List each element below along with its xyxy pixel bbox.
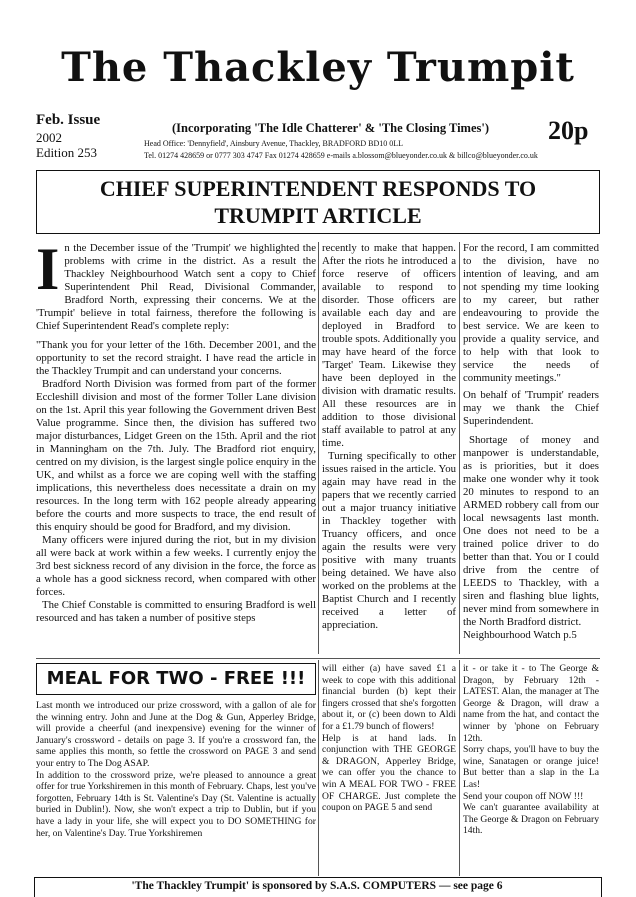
footer-sponsor: 'The Thackley Trumpit' is sponsored by S.A.S. COMPUTERS — see page 6 [131,880,503,892]
column-divider [459,660,460,876]
article-paragraph: recently to make that happen. After the riots he introduced a force reserve of officers available to respond to disorder. Those officers are available each day and are deployed in Bradford to trouble spots. Additionally you may have heard of the force 'Target' Team. Likewise they have been deployed in the division with dramatic results. All these resources are in addition to those divisional staff available to patrol at any time. [322,242,456,449]
meal-paragraph: Help is at hand lads. In conjunction with THE GEORGE & DRAGON, Apperley Bridge, we can offer you the chance to win A MEAL FOR TWO - FREE OF CHARGE. Just complete the coupon on PAGE 5 and send [322,732,456,814]
meal-paragraph: will either (a) have saved £1 a week to cope with this additional financial burden (b) kept their fingers crossed that she's forgotten about it, or (c) been down to Aldi for a £1.79 bunch of flowers! [322,663,456,732]
article-paragraph: The Chief Constable is committed to ensuring Bradford is well resourced and has taken a number of positive steps [36,599,316,624]
article-paragraph: On behalf of 'Trumpit' readers may we thank the Chief Superindendent. [463,389,599,427]
issue-month: Feb. Issue [36,112,101,128]
article-column-2 [322,242,456,654]
meal-column-2 [322,663,456,878]
article-paragraph: Neighbourhood Watch p.5 [463,629,577,641]
article-paragraph: For the record, I am committed to the division, have no intention of leaving, and am not spending my time looking to my career, but rather endeavouring to provide the best service. We are keen to provide a quality service, and to help with that look to service the needs of community meetings." [463,242,599,384]
issue-year: 2002 [36,130,62,145]
meal-title: MEAL FOR TWO - FREE !!! [46,668,306,689]
article-paragraph: "Thank you for your letter of the 16th. December 2001, and the opportunity to set the record straight. I have read the article in the Thackley Trumpit and can understand your concerns. [36,339,316,377]
issue-edition: Edition 253 [36,145,98,160]
contact-office: Head Office: 'Dennyfield', Ainsbury Avenue, Thackley, BRADFORD BD10 0LL [144,139,403,148]
article-column-1 [36,242,316,654]
article-paragraph: Many officers were injured during the riot, but in my division all were back at work within a few weeks. I currently enjoy the 3rd best sickness record of any division in the force, the force as a whole has a good sickness record, when compared with other forces. [36,534,316,598]
meal-column-3 [463,663,599,878]
article-paragraph: Bradford North Division was formed from part of the former Eccleshill division and most of the former Toller Lane division on the 1st. April this year following the Government driven Best Value programme. Since then, the division has suffered two major disturbances, Lidget Green on the 15th. April and the riot in Manningham on the 7th. July. The Bradford riot enquiry, centred on my division, is the largest single police enquiry in the UK, and whilst as a force we are coping well with the staffing implications, this nevertheless does necessitate a drain on my resources. In the long term with 162 people already appearing before the courts and more suspects to trace, the end result of this enquiry should be good for Bradford, and my division. [36,378,316,533]
meal-paragraph: Last month we introduced our prize crossword, with a gallon of ale for the winning entry. John and June at the Dog & Gun, Apperley Bridge, will provide a cheerful (and inexpensive) evening for the winner of January's crossword - details on page 3. If you're a crossword fan, the same applies this month, so fettle the crossword on PAGE 3 and send your entry to The Dog ASAP. [36,700,316,769]
column-divider [318,242,319,654]
section-divider [36,658,600,659]
meal-paragraph: We can't guarantee availability at The George & Dragon on February 14th. [463,802,599,837]
headline-line-1: CHIEF SUPERINTENDENT RESPONDS TO [99,176,537,201]
meal-column-1 [36,700,316,878]
price: 20p [548,116,589,145]
masthead-title: The Thackley Trumpit [61,44,575,91]
article-paragraph: Turning specifically to other issues raised in the article. You again may have read in the papers that we recently carried out a major truancy initiative in Thackley together with Truancy officers, and once again the results were very positive with many truants being detained. We have also worked on the problems at the Baptist Church and I recently received a letter of appreciation. [322,450,456,631]
headline-line-2: TRUMPIT ARTICLE [214,203,422,228]
drop-cap: I [36,242,60,302]
meal-paragraph: Send your coupon off NOW !!! [463,790,584,802]
article-paragraph: Shortage of money and manpower is understandable, as is priorities, but it does make one wonder why it took 20 minutes to respond to an ARMED robbery call from our local newsagents last month. One does not need to be a trained police driver to do better than that. You or I could drive from the centre of LEEDS to Thackley, with a siren and flashing blue lights, never mind from somewhere in the North Bradford district. [463,434,599,628]
column-divider [459,242,460,654]
headline [36,175,600,229]
contact-phones: Tel. 01274 428659 or 0777 303 4747 Fax 01274 428659 e-mails a.blossom@blueyonder.co.uk & billco@blueyonder.co.uk [144,151,538,160]
meal-paragraph: it - or take it - to The George & Dragon, by February 12th - LATEST. Alan, the manager at The George & Dragon, will draw a name from the hat, and contact the winner by 'phone on February 12th. [463,663,599,744]
article-paragraph: n the December issue of the 'Trumpit' we highlighted the problems with crime in the district. As a result the Thackley Neighbourhood Watch sent a copy to Chief Superintendent Phil Read, Divisional Commander, Bradford North, expressing their concerns. We at the 'Trumpit' believe in total fairness, therefore the following is Chief Superintendent Read's complete reply: [36,242,316,332]
meal-paragraph: Sorry chaps, you'll have to buy the wine, Sanatagen or orange juice! But better than a slap in the La Las! [463,744,599,790]
masthead-subtitle: (Incorporating 'The Idle Chatterer' & 'The Closing Times') [172,121,490,135]
meal-paragraph: In addition to the crossword prize, we're pleased to announce a great offer for true Yorkshiremen in this month of February. Chaps, lest you've forgotten, February 14th is St. Valentine's Day (St. Valentine is actually buried in Dublin!). Now, she won't expect a trip to Dublin, but if you have a lady in your life, she will expect you to DO SOMETHING for her, on Valentine's Day. True Yorkshiremen [36,769,316,839]
column-divider [318,660,319,876]
article-column-3 [463,242,599,654]
